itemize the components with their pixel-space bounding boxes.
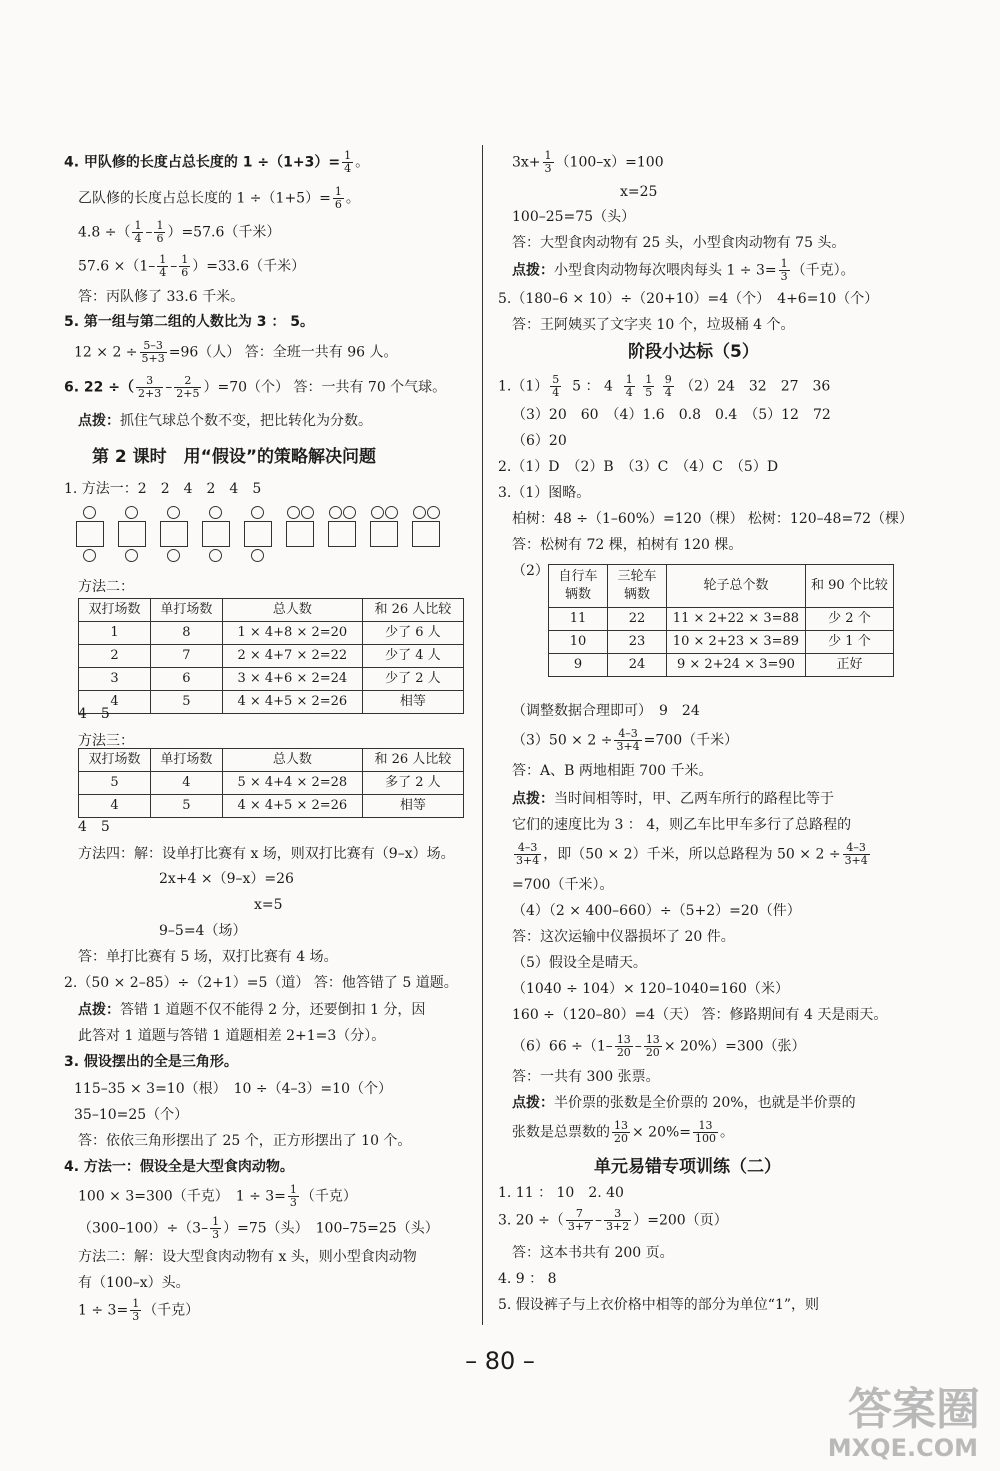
q4-line4: 57.6 ×（1– $\frac{1}{4}$ – $\frac{1}{6}$ ）=33.6（千米） [78,253,306,280]
q1-eq2: x=5 [254,897,283,913]
q4b-line6: 1 ÷ 3= $\frac{1}{3}$ （千克） [78,1297,200,1324]
q4-answer: 答：丙队修了 33.6 千米。 [78,289,245,305]
table-row: 9 24 9 × 2+24 × 3=90 正好 [549,654,894,677]
q4b-line5: 有（100–x）头。 [78,1275,190,1291]
q1-method1: 1. 方法一：2 2 4 2 4 5 [64,481,262,497]
column-divider [482,145,483,1325]
q4b-line4: 方法二：解：设大型食肉动物有 x 头，则小型食肉动物 [78,1249,417,1265]
u1-line1: 1. 11 ： 10 2. 40 [498,1185,624,1201]
s1-line1: 1.（1） $\frac{5}{4}$ 5 ： 4 $\frac{1}{4}$ $\frac{1}{5}$ $\frac{9}{4}$ （2）24 32 27 36 [498,373,831,400]
s1-line5: 3.（1）图略。 [498,485,591,501]
q3-line2: 115–35 × 3=10（根） 10 ÷（4–3）=10（个） [74,1081,392,1097]
c1-line3: 100–25=75（头） [512,209,636,225]
c1-line7: 答：王阿姨买了文字夹 10 个，垃圾桶 4 个。 [512,317,795,333]
q1-ans3: 4 5 [78,819,110,835]
watermark-url: MXQE.COM [827,1434,978,1462]
q6-tip: 点拨：抓住气球总个数不变，把比转化为分数。 [78,413,372,429]
table-row: 11 22 11 × 2+22 × 3=88 少 2 个 [549,608,894,631]
q1-ans2: 4 5 [78,706,110,722]
u1-line2: 3. 20 ÷（ $\frac{7}{3+7}$ – $\frac{3}{3+2}$ ）=200（页） [498,1207,728,1234]
q1-method4: 方法四：解：设单打比赛有 x 场，则双打比赛有（9–x）场。 [78,846,455,862]
q4b-line1: 4. 方法一：假设全是大型食肉动物。 [64,1159,294,1175]
s1-line4: 2.（1）D （2）B （3）C （4）C （5）D [498,459,779,475]
q1-eq3: 9–5=4（场） [159,923,247,939]
table-row: 4 5 4 × 4+5 × 2=26 相等 [79,795,464,818]
q6-line1: 6. 22 ÷（ $\frac{3}{2+3}$ – $\frac{2}{2+5}$ ）=70（个） 答：一共有 70 个气球。 [64,374,447,401]
s1-line7: 答：松树有 72 棵，柏树有 120 棵。 [512,537,743,553]
fraction: $\frac{1}{6}$ [334,185,342,212]
q1-eq1: 2x+4 ×（9–x）=26 [159,871,294,887]
s1-line13: （5）假设全是晴天。 [512,955,647,971]
q4b-line2: 100 × 3=300（千克） 1 ÷ 3= $\frac{1}{3}$ （千克） [78,1183,357,1210]
stage-title: 阶段小达标（5） [628,342,759,362]
q4-line3: 4.8 ÷（ $\frac{1}{4}$ – $\frac{1}{6}$ ）=57.6（千米） [78,219,281,246]
table-header: 自行车辆数 三轮车辆数 轮子总个数 和 90 个比较 [549,565,894,608]
q5-line1: 5. 第一组与第二组的人数比为 3 ： 5。 [64,314,315,330]
s1-line2: （3）20 60 （4）1.6 0.8 0.4 （5）12 72 [512,407,831,423]
u1-line3: 答：这本书共有 200 页。 [512,1245,674,1261]
s1-tip1: 点拨：当时间相等时，甲、乙两车所行的路程比等于 [512,791,834,807]
c1-tip: 点拨：小型食肉动物每次喂肉每头 1 ÷ 3= $\frac{1}{3}$ （千克）。 [512,257,855,284]
c1-line4: 答：大型食肉动物有 25 头，小型食肉动物有 75 头。 [512,235,846,251]
table-row: 5 4 5 × 4+4 × 2=28 多了 2 人 [79,772,464,795]
q1-ans4: 答：单打比赛有 5 场，双打比赛有 4 场。 [78,949,338,965]
s1-line3: （6）20 [512,433,567,449]
box-diagram [76,506,456,576]
fraction: $\frac{1}{4}$ [344,149,352,176]
s1-tip6: 张数是总票数的 $\frac{13}{20}$ × 20%= $\frac{13}{100}$ 。 [512,1119,735,1146]
q4-line1: 4. 甲队修的长度占总长度的 1 ÷（1+3）= $\frac{1}{4}$ 。 [64,149,370,176]
s1-line10: 答：A、B 两地相距 700 千米。 [512,763,713,779]
q3-answer: 答：依依三角形摆出了 25 个，正方形摆出了 10 个。 [78,1133,412,1149]
unit-title: 单元易错专项训练（二） [594,1157,781,1177]
s1-line17: 答：一共有 300 张票。 [512,1069,660,1085]
page-number: – 80 – [465,1347,535,1375]
table-header: 双打场数 单打场数 总人数 和 26 人比较 [79,599,464,622]
s1-line9: （3）50 × 2 ÷ $\frac{4-3}{3+4}$ =700（千米） [512,727,739,754]
lesson-title: 第 2 课时 用“假设”的策略解决问题 [92,447,377,467]
q2-tip2: 此答对 1 道题与答错 1 道题相差 2+1=3（分）。 [78,1028,386,1044]
c1-line1: 3x+ $\frac{1}{3}$ （100–x）=100 [512,149,664,176]
table-row: 1 8 1 × 4+8 × 2=20 少了 6 人 [79,622,464,645]
table-vehicles [548,564,894,677]
table-row: 3 6 3 × 4+6 × 2=24 少了 2 人 [79,668,464,691]
c1-line2: x=25 [620,184,658,200]
s1-line8: （调整数据合理即可） 9 24 [512,703,700,719]
table-method2 [78,598,464,714]
q3-line1: 3. 假设摆出的全是三角形。 [64,1054,238,1070]
watermark-logo: 答案圈 [848,1384,980,1435]
q2-tip1: 点拨：答错 1 道题不仅不能得 2 分，还要倒扣 1 分，因 [78,1002,426,1018]
s1-tip4: =700（千米）。 [512,877,614,893]
table-row: 4 5 4 × 4+5 × 2=26 相等 [79,691,464,714]
q5-line2: 12 × 2 ÷ $\frac{5-3}{5+3}$ =96（人） 答：全班一共有 96 人。 [74,339,398,366]
s1-line6: 柏树：48 ÷（1–60%）=120（棵） 松树：120–48=72（棵） [512,511,914,527]
q2-line1: 2.（50 × 2–85）÷（2+1）=5（道） 答：他答错了 5 道题。 [64,975,458,991]
q4-line2: 乙队修的长度占总长度的 1 ÷（1+5）= $\frac{1}{6}$ 。 [78,185,360,212]
s1-tip2: 它们的速度比为 3 ： 4，则乙车比甲车多行了总路程的 [512,817,852,833]
s1-line11: （4）（2 × 400–660）÷（5+2）=20（件） [512,903,801,919]
table-method3 [78,748,464,818]
q1-method2: 方法二： [78,579,134,595]
u1-line4: 4. 9 ： 8 [498,1271,557,1287]
q4b-line3: （300–100）÷（3– $\frac{1}{3}$ ）=75（头） 100–75=25（头） [78,1215,439,1242]
s1-tip3: $\frac{4-3}{3+4}$ ，即（50 × 2）千米，所以总路程为 50 × 2 ÷ $\frac{4-3}{3+4}$ [516,841,868,868]
s1-line12: 答：这次运输中仪器损坏了 20 件。 [512,929,735,945]
table-header: 双打场数 单打场数 总人数 和 26 人比较 [79,749,464,772]
table-row: 2 7 2 × 4+7 × 2=22 少了 4 人 [79,645,464,668]
s1-tip5: 点拨：半价票的张数是全价票的 20%，也就是半价票的 [512,1095,856,1111]
s1-line16: （6）66 ÷（1– $\frac{13}{20}$ – $\frac{13}{20}$ × 20%）=300（张） [512,1033,806,1060]
s1-line14: （1040 ÷ 104）× 120–1040=160（米） [512,981,789,997]
s1-line15: 160 ÷（120–80）=4（天） 答：修路期间有 4 天是雨天。 [512,1007,888,1023]
table-row: 10 23 10 × 2+23 × 3=89 少 1 个 [549,631,894,654]
c1-line6: 5.（180–6 × 10）÷（20+10）=4（个） 4+6=10（个） [498,291,879,307]
q1-method3: 方法三： [78,733,134,749]
q3-line3: 35–10=25（个） [74,1107,189,1123]
u1-line5: 5. 假设裤子与上衣价格中相等的部分为单位“1”，则 [498,1297,820,1313]
s1-part2: （2） [512,563,549,579]
